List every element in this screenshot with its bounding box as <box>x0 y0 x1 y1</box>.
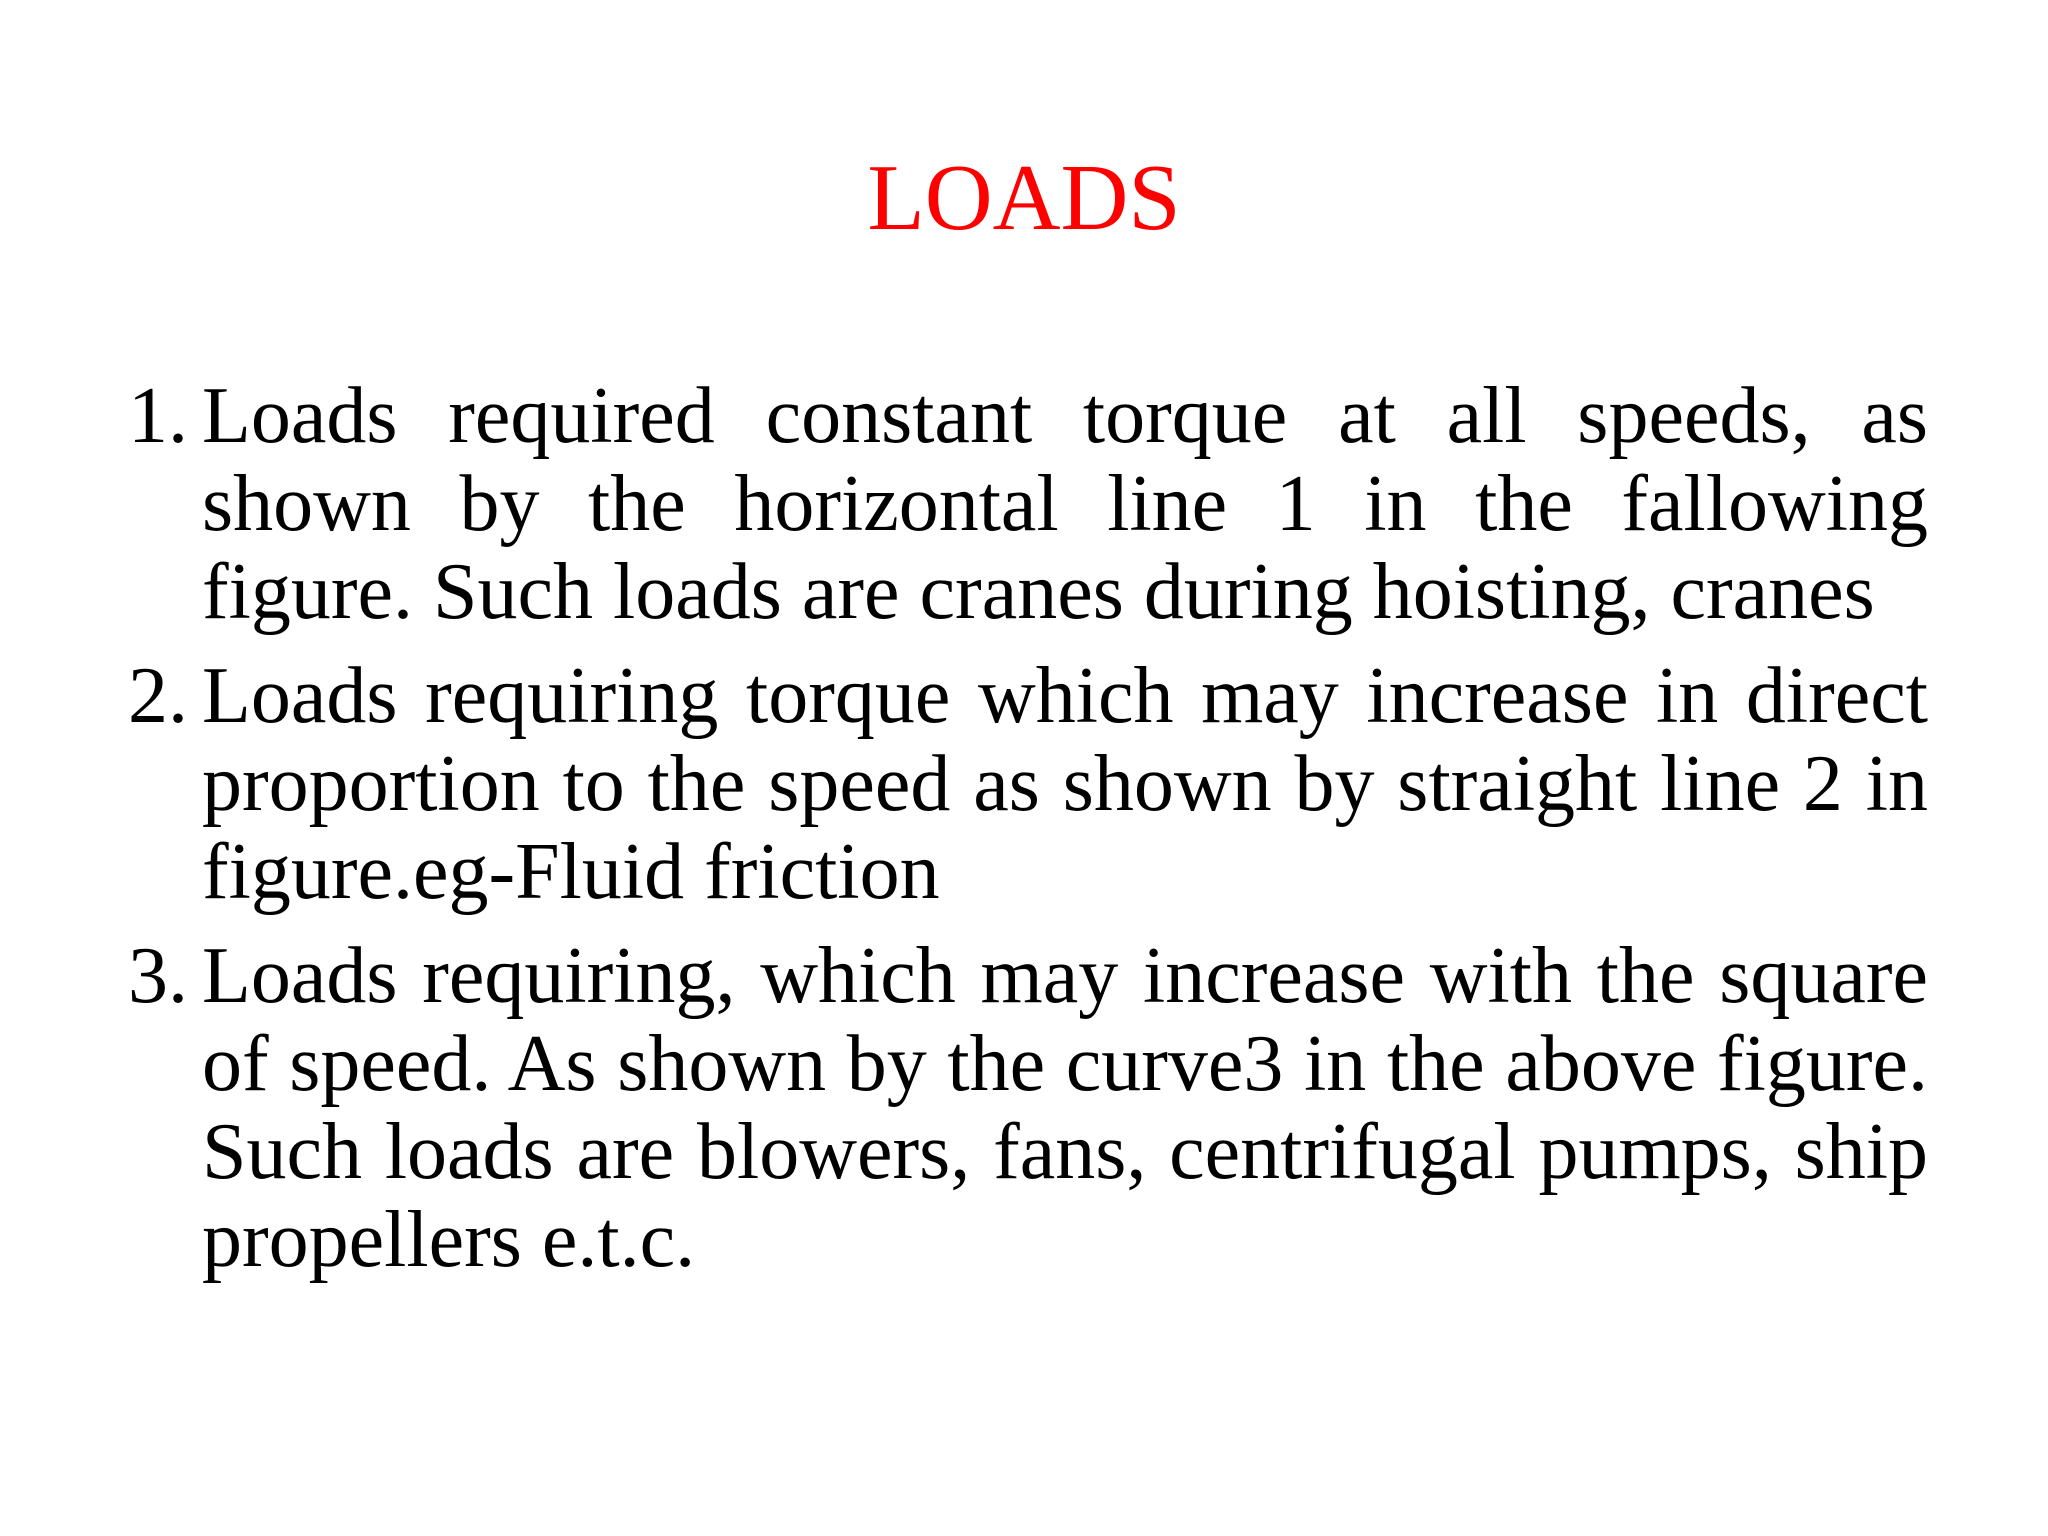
slide-title: LOADS <box>867 146 1181 250</box>
list-item <box>128 652 1928 916</box>
item-text: Loads requiring torque which may increase in direct proportion to the speed as shown by straight line 2 in figure.eg-Fluid friction <box>202 652 1928 916</box>
item-number: 3. <box>128 932 188 1020</box>
item-number: 2. <box>128 652 188 740</box>
load-list <box>128 372 1928 1300</box>
item-text: Loads requiring, which may increase with the square of speed. As shown by the curve3 in the above figure. Such loads are blowers, fans, centrifugal pumps, ship propellers e.t.c. <box>202 932 1928 1284</box>
list-item <box>128 372 1928 636</box>
list-item <box>128 932 1928 1284</box>
item-text: Loads required constant torque at all speeds, as shown by the horizontal line 1 in the fallowing figure. Such loads are cranes during hoisting, cranes <box>202 372 1928 636</box>
item-number: 1. <box>128 372 188 460</box>
